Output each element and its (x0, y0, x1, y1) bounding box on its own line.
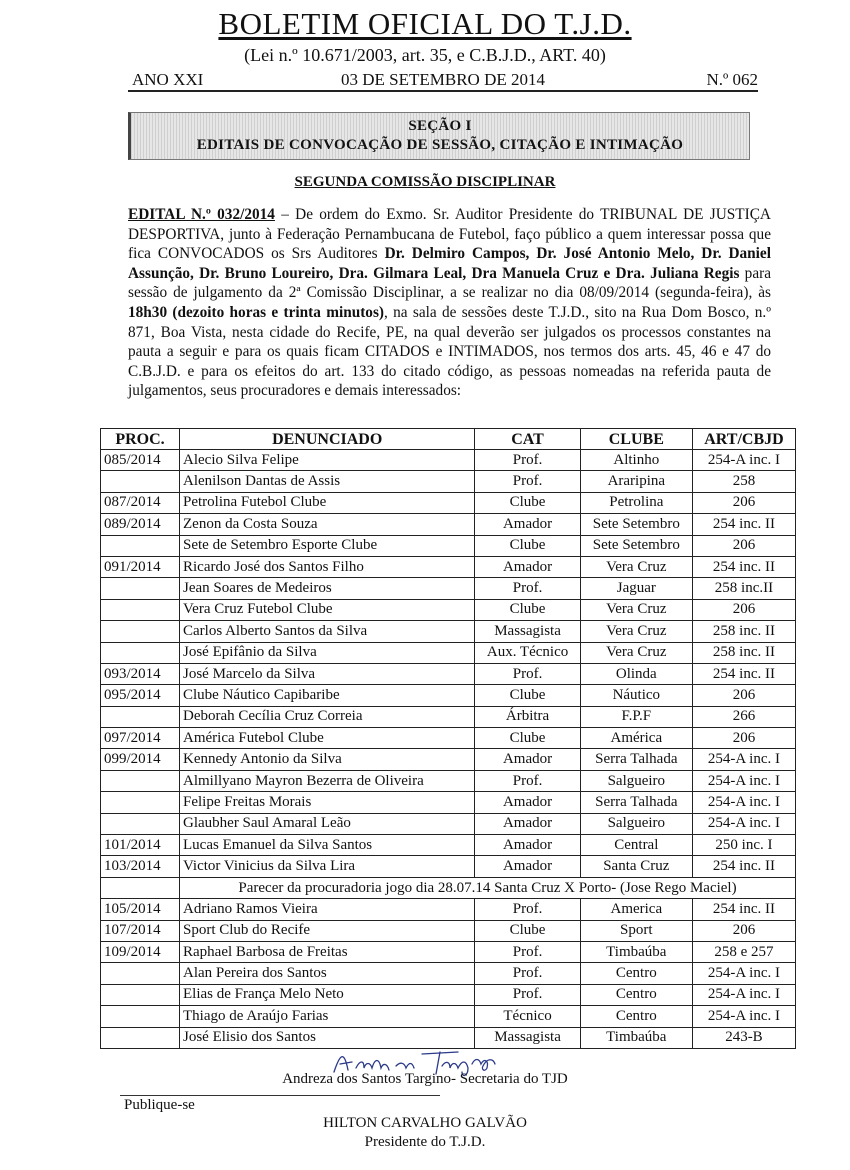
issue-date: 03 DE SETEMBRO DE 2014 (341, 70, 545, 89)
table-row (101, 749, 796, 770)
table-row (101, 835, 796, 856)
cell-proc: 089/2014 (101, 514, 180, 535)
table-row (101, 728, 796, 749)
section-banner (128, 112, 750, 160)
cell-proc (101, 578, 180, 599)
cell-proc: 091/2014 (101, 556, 180, 577)
cell-art: 254 inc. II (692, 663, 795, 684)
cell-proc (101, 984, 180, 1005)
cell-clube: Vera Cruz (580, 621, 692, 642)
table-row (101, 471, 796, 492)
table-row (101, 599, 796, 620)
table-row (101, 514, 796, 535)
cell-denunciado: José Marcelo da Silva (180, 663, 475, 684)
cell-cat: Clube (475, 920, 580, 941)
cell-denunciado: Deborah Cecília Cruz Correia (180, 706, 475, 727)
cell-cat: Prof. (475, 941, 580, 962)
cell-clube: Olinda (580, 663, 692, 684)
cell-art: 254-A inc. I (692, 770, 795, 791)
cell-denunciado: José Epifânio da Silva (180, 642, 475, 663)
table-row (101, 535, 796, 556)
cell-cat: Amador (475, 856, 580, 877)
table-row (101, 642, 796, 663)
cell-clube: Santa Cruz (580, 856, 692, 877)
edital-auditors: Dr. Delmiro Campos, Dr. José Antonio Melo, Dr. Daniel Assunção, Dr. Bruno Loureiro, Dra. Gilmara Leal, Dra Manuela Cruz e Dra. Juliana Regis (128, 245, 771, 282)
cell-cat: Árbitra (475, 706, 580, 727)
table-header-row (101, 429, 796, 450)
edital-time: 18h30 (dezoito horas e trinta minutos) (128, 303, 384, 321)
cell-cat: Prof. (475, 963, 580, 984)
cell-art: 254 inc. II (692, 856, 795, 877)
cell-proc (101, 1006, 180, 1027)
cell-cat: Amador (475, 556, 580, 577)
issue-year: ANO XXI (132, 70, 204, 89)
commission-heading: SEGUNDA COMISSÃO DISCIPLINAR (294, 174, 556, 190)
cell-denunciado: Lucas Emanuel da Silva Santos (180, 835, 475, 856)
cell-art: 258 inc.II (692, 578, 795, 599)
issue-info-bar (128, 70, 758, 92)
table-row (101, 685, 796, 706)
table-row (101, 813, 796, 834)
cell-cat: Técnico (475, 1006, 580, 1027)
edital-paragraph (128, 205, 771, 401)
cell-clube: Jaguar (580, 578, 692, 599)
cell-art: 206 (692, 728, 795, 749)
cell-proc (101, 471, 180, 492)
cell-cat: Clube (475, 492, 580, 513)
table-row (101, 706, 796, 727)
cell-art: 206 (692, 920, 795, 941)
cell-cat: Prof. (475, 984, 580, 1005)
cell-note: Parecer da procuradoria jogo dia 28.07.14 Santa Cruz X Porto- (Jose Rego Maciel) (180, 877, 796, 898)
table-row (101, 663, 796, 684)
cell-proc (101, 599, 180, 620)
table-row (101, 556, 796, 577)
cell-clube: Sete Setembro (580, 535, 692, 556)
table-body (101, 450, 796, 1049)
cell-cat: Clube (475, 728, 580, 749)
cell-clube: F.P.F (580, 706, 692, 727)
cell-cat: Amador (475, 749, 580, 770)
cell-cat: Prof. (475, 899, 580, 920)
edital-label: EDITAL N.º 032/2014 (128, 206, 275, 223)
cell-cat: Amador (475, 813, 580, 834)
cell-denunciado: Raphael Barbosa de Freitas (180, 941, 475, 962)
cell-proc: 095/2014 (101, 685, 180, 706)
cell-cat: Prof. (475, 471, 580, 492)
table-row (101, 450, 796, 471)
cell-proc (101, 813, 180, 834)
cell-clube: Sete Setembro (580, 514, 692, 535)
judgment-agenda-table (100, 428, 796, 1049)
header-denunciado: DENUNCIADO (180, 429, 475, 450)
cell-denunciado: Thiago de Araújo Farias (180, 1006, 475, 1027)
table-row (101, 941, 796, 962)
table-row (101, 578, 796, 599)
cell-proc (101, 706, 180, 727)
cell-clube: Centro (580, 984, 692, 1005)
table-row (101, 1006, 796, 1027)
cell-art: 266 (692, 706, 795, 727)
cell-cat: Clube (475, 685, 580, 706)
president-title: Presidente do T.J.D. (364, 1134, 486, 1150)
cell-proc (101, 877, 180, 898)
section-number: SEÇÃO I (408, 118, 472, 134)
cell-proc: 101/2014 (101, 835, 180, 856)
cell-clube: Central (580, 835, 692, 856)
cell-clube: Timbaúba (580, 1027, 692, 1048)
cell-cat: Clube (475, 535, 580, 556)
publique-se-label: Publique-se (124, 1097, 195, 1113)
cell-art: 254-A inc. I (692, 1006, 795, 1027)
cell-denunciado: Clube Náutico Capibaribe (180, 685, 475, 706)
cell-proc: 097/2014 (101, 728, 180, 749)
cell-denunciado: Felipe Freitas Morais (180, 792, 475, 813)
cell-denunciado: Elias de França Melo Neto (180, 984, 475, 1005)
cell-art: 254-A inc. I (692, 963, 795, 984)
cell-denunciado: Sete de Setembro Esporte Clube (180, 535, 475, 556)
cell-clube: Sport (580, 920, 692, 941)
section-title: EDITAIS DE CONVOCAÇÃO DE SESSÃO, CITAÇÃO E INTIMAÇÃO (196, 137, 684, 153)
cell-clube: Timbaúba (580, 941, 692, 962)
edital-text-1: – De ordem do Exmo. Sr. Auditor Presidente do TRIBUNAL DE JUSTIÇA DESPORTIVA, junto à Federação Pernambucana de Futebol, faço público a quem interessar possa que fica CONVOCADOS os Srs Auditores (128, 206, 771, 263)
header-proc: PROC. (101, 429, 180, 450)
cell-proc (101, 621, 180, 642)
cell-cat: Massagista (475, 621, 580, 642)
cell-denunciado: Victor Vinicius da Silva Lira (180, 856, 475, 877)
cell-clube: Centro (580, 963, 692, 984)
cell-art: 254 inc. II (692, 899, 795, 920)
cell-cat: Amador (475, 792, 580, 813)
cell-proc: 103/2014 (101, 856, 180, 877)
cell-clube: Altinho (580, 450, 692, 471)
cell-art: 254-A inc. I (692, 450, 795, 471)
cell-denunciado: Adriano Ramos Vieira (180, 899, 475, 920)
cell-proc (101, 535, 180, 556)
cell-cat: Prof. (475, 770, 580, 791)
edital-text-2: para sessão de julgamento da 2ª Comissão Disciplinar, a se realizar no dia 08/09/2014 (segunda-feira), às (128, 264, 771, 302)
cell-cat: Prof. (475, 450, 580, 471)
footer-divider (120, 1095, 440, 1096)
cell-clube: Náutico (580, 685, 692, 706)
cell-denunciado: Alenilson Dantas de Assis (180, 471, 475, 492)
cell-clube: Vera Cruz (580, 642, 692, 663)
cell-cat: Amador (475, 835, 580, 856)
cell-proc: 099/2014 (101, 749, 180, 770)
cell-denunciado: Petrolina Futebol Clube (180, 492, 475, 513)
cell-clube: América (580, 728, 692, 749)
cell-art: 254-A inc. I (692, 984, 795, 1005)
cell-clube: Salgueiro (580, 813, 692, 834)
table-row (101, 899, 796, 920)
cell-denunciado: Zenon da Costa Souza (180, 514, 475, 535)
table-row (101, 770, 796, 791)
president-block (0, 1114, 850, 1152)
secretary-signature-line: Andreza dos Santos Targino- Secretaria do TJD (282, 1071, 568, 1087)
cell-art: 258 (692, 471, 795, 492)
cell-art: 206 (692, 492, 795, 513)
issue-number: N.º 062 (706, 70, 758, 89)
cell-proc: 085/2014 (101, 450, 180, 471)
cell-cat: Aux. Técnico (475, 642, 580, 663)
bulletin-title: BOLETIM OFICIAL DO T.J.D. (218, 6, 632, 41)
cell-art: 254 inc. II (692, 514, 795, 535)
cell-proc: 109/2014 (101, 941, 180, 962)
cell-art: 206 (692, 685, 795, 706)
table-row (101, 877, 796, 898)
cell-cat: Massagista (475, 1027, 580, 1048)
cell-cat: Clube (475, 599, 580, 620)
cell-proc: 087/2014 (101, 492, 180, 513)
cell-cat: Amador (475, 514, 580, 535)
cell-art: 206 (692, 599, 795, 620)
president-name: HILTON CARVALHO GALVÃO (323, 1115, 527, 1131)
cell-denunciado: Glaubher Saul Amaral Leão (180, 813, 475, 834)
law-reference: (Lei n.º 10.671/2003, art. 35, e C.B.J.D., ART. 40) (244, 45, 606, 65)
table-row (101, 856, 796, 877)
cell-proc: 105/2014 (101, 899, 180, 920)
cell-denunciado: América Futebol Clube (180, 728, 475, 749)
cell-art: 258 e 257 (692, 941, 795, 962)
cell-clube: Centro (580, 1006, 692, 1027)
cell-clube: Serra Talhada (580, 749, 692, 770)
cell-clube: Petrolina (580, 492, 692, 513)
cell-proc (101, 642, 180, 663)
cell-proc (101, 792, 180, 813)
table-row (101, 621, 796, 642)
cell-proc (101, 1027, 180, 1048)
table-row (101, 492, 796, 513)
cell-art: 254-A inc. I (692, 813, 795, 834)
edital-text-3: , na sala de sessões deste T.J.D., sito na Rua Dom Bosco, n.º 871, Boa Vista, nesta cidade do Recife, PE, na qual deverão ser julgados os processos constantes na pauta a seguir e para os quais ficam CITADOS e INTIMADOS, nos termos dos arts. 45, 46 e 47 do C.B.J.D. e para os efeitos do art. 133 do citado código, as pessoas nomeadas na referida pauta de julgamentos, seus procuradores e demais interessados: (128, 303, 771, 400)
header-clube: CLUBE (580, 429, 692, 450)
header-cat: CAT (475, 429, 580, 450)
cell-art: 254-A inc. I (692, 749, 795, 770)
cell-art: 254-A inc. I (692, 792, 795, 813)
cell-proc (101, 770, 180, 791)
cell-denunciado: Alan Pereira dos Santos (180, 963, 475, 984)
cell-denunciado: Vera Cruz Futebol Clube (180, 599, 475, 620)
cell-clube: Araripina (580, 471, 692, 492)
cell-denunciado: Kennedy Antonio da Silva (180, 749, 475, 770)
cell-clube: Salgueiro (580, 770, 692, 791)
cell-proc: 107/2014 (101, 920, 180, 941)
cell-denunciado: Carlos Alberto Santos da Silva (180, 621, 475, 642)
cell-denunciado: Almillyano Mayron Bezerra de Oliveira (180, 770, 475, 791)
cell-art: 258 inc. II (692, 621, 795, 642)
cell-denunciado: Alecio Silva Felipe (180, 450, 475, 471)
cell-cat: Prof. (475, 663, 580, 684)
table-row (101, 963, 796, 984)
cell-clube: Serra Talhada (580, 792, 692, 813)
cell-cat: Prof. (475, 578, 580, 599)
cell-denunciado: Ricardo José dos Santos Filho (180, 556, 475, 577)
header-art: ART/CBJD (692, 429, 795, 450)
cell-art: 254 inc. II (692, 556, 795, 577)
cell-proc: 093/2014 (101, 663, 180, 684)
table-row (101, 984, 796, 1005)
cell-art: 258 inc. II (692, 642, 795, 663)
cell-proc (101, 963, 180, 984)
table-row (101, 792, 796, 813)
cell-art: 243-B (692, 1027, 795, 1048)
cell-denunciado: Jean Soares de Medeiros (180, 578, 475, 599)
cell-clube: America (580, 899, 692, 920)
cell-denunciado: Sport Club do Recife (180, 920, 475, 941)
cell-art: 250 inc. I (692, 835, 795, 856)
cell-clube: Vera Cruz (580, 599, 692, 620)
cell-art: 206 (692, 535, 795, 556)
cell-clube: Vera Cruz (580, 556, 692, 577)
cell-denunciado: José Elisio dos Santos (180, 1027, 475, 1048)
table-row (101, 920, 796, 941)
